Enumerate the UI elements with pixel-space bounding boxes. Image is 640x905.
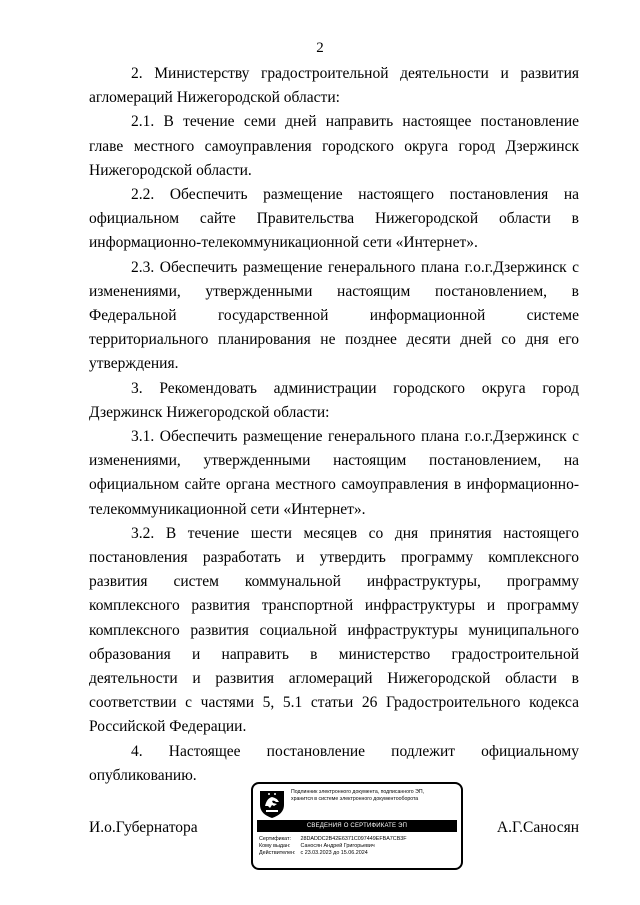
digital-signature-stamp [251, 782, 463, 870]
stamp-note-line: Подлинник электронного документа, подписанного ЭП, [291, 789, 425, 795]
paragraph: 3. Рекомендовать администрации городского округа город Дзержинск Нижегородской области: [89, 379, 579, 421]
validity-row [259, 850, 457, 857]
stamp-details [259, 836, 457, 857]
paragraph: 2.2. Обеспечить размещение настоящего постановления на официальном сайте Правительства Нижегородской области в информационно-телекоммуникационной сети «Интернет». [89, 186, 579, 252]
paragraph: 3.2. В течение шести месяцев со дня принятия настоящего постановления разработать и утвердить программу комплексного развития систем коммунальной инфраструктуры, программу комплексного развития транспортной инфраструктуры и программу комплексного развития социальной инфраструктуры муниципального образования и направить в министерство градостроительной деятельности и развития агломераций Нижегородской области в соответствии с частями 5, 5.1 статьи 26 Градостроительного кодекса Российской Федерации. [89, 524, 579, 736]
paragraph: 2.1. В течение семи дней направить настоящее постановление главе местного самоуправления городского округа город Дзержинск Нижегородской области. [89, 113, 579, 179]
page-number: 2 [316, 40, 324, 56]
owner-label: Кому выдан: [259, 843, 291, 849]
paragraph: 4. Настоящее постановление подлежит официальному опубликованию. [89, 742, 579, 784]
owner-row [259, 843, 457, 850]
certificate-row [259, 836, 457, 843]
paragraph: 2. Министерству градостроительной деятельности и развития агломераций Нижегородской области: [89, 65, 579, 107]
stamp-header: СВЕДЕНИЯ О СЕРТИФИКАТЕ ЭП [257, 820, 457, 832]
paragraph: 3.1. Обеспечить размещение генерального плана г.о.г.Дзержинск с изменениями, утвержденными настоящим постановлением, на официальном сайте органа местного самоуправления в информационно-телекоммуникационной сети «Интернет». [89, 428, 579, 518]
owner-value: Саносян Андрей Григорьевич [300, 843, 375, 849]
certificate-label: Сертификат: [259, 836, 292, 842]
coat-of-arms-icon [258, 789, 286, 819]
certificate-value: 28DADDC2B42E6371C097449EFBA7CB3F [300, 836, 407, 842]
paragraph: 2.3. Обеспечить размещение генерального плана г.о.г.Дзержинск с изменениями, утвержденными настоящим постановлением, в Федеральной государственной информационной системе территориального планирования не позднее десяти дней со дня его утверждения. [89, 258, 579, 373]
validity-label: Действителен: [259, 850, 296, 856]
stamp-note-line: хранится в системе электронного документооборота [291, 796, 419, 802]
signatory-title: И.о.Губернатора [89, 819, 198, 836]
signatory-name: А.Г.Саносян [496, 819, 579, 836]
stamp-note [291, 789, 457, 803]
validity-value: с 23.03.2023 до 15.06.2024 [300, 850, 368, 856]
document-body [89, 62, 579, 788]
